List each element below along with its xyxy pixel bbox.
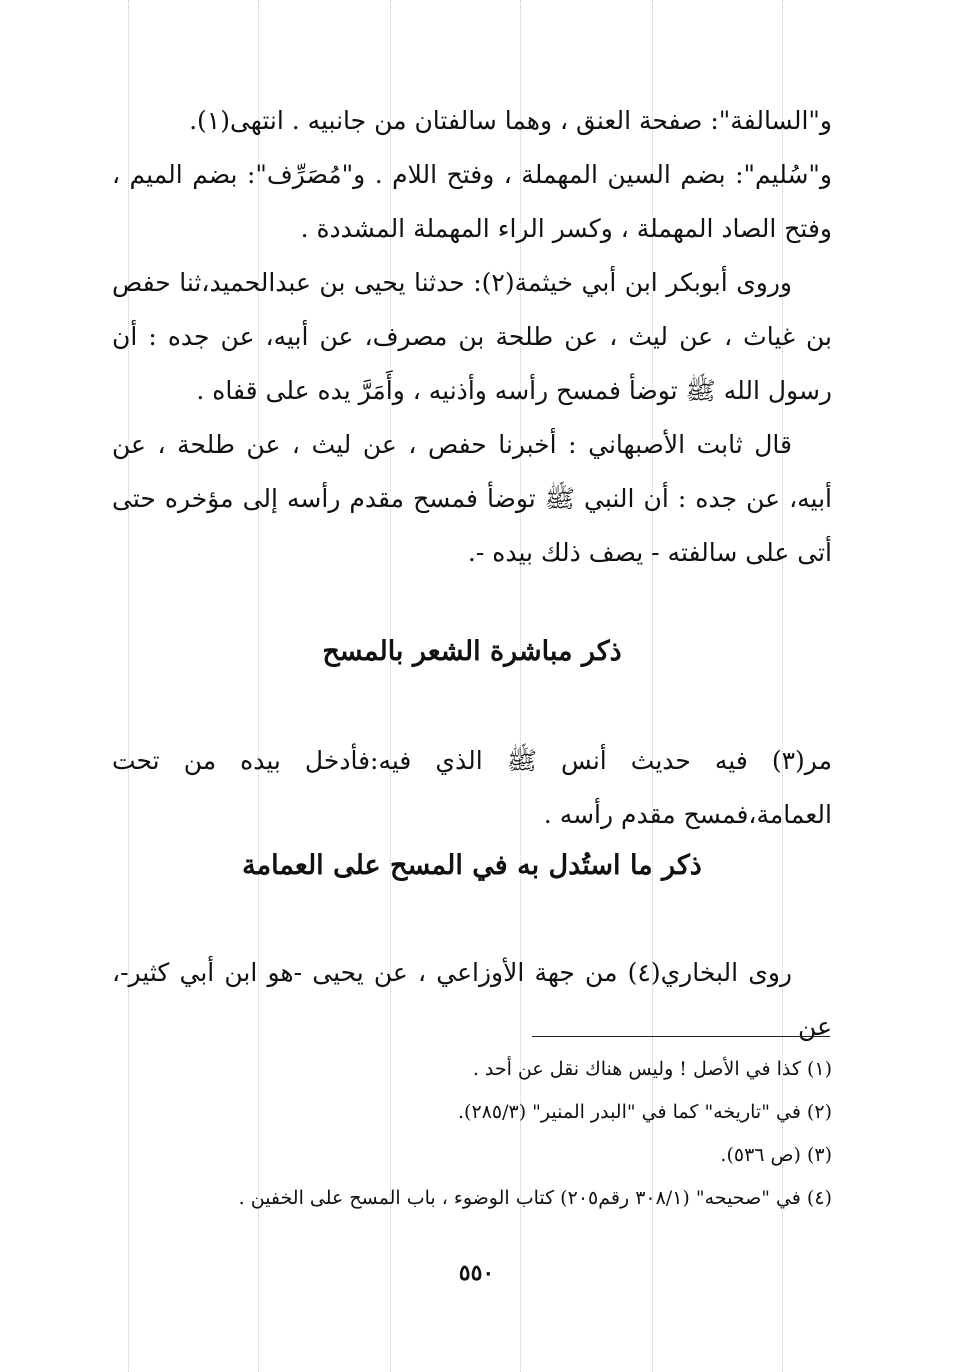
paragraph-2: و"سُليم": بضم السين المهملة ، وفتح اللام . و"مُصَرِّف": بضم الميم ، وفتح الصاد المهملة ، وكسر الراء المهملة المشددة . (112, 160, 832, 243)
page-number: ٥٥٠ (458, 1260, 495, 1286)
section-heading-1: ذكر مباشرة الشعر بالمسح (322, 636, 622, 667)
footnote-4: (٤) في "صحيحه" (٣٠٨/١ رقم٢٠٥) كتاب الوضوء ، باب المسح على الخفين . (238, 1187, 832, 1209)
paragraph-6: روى البخاري(٤) من جهة الأوزاعي ، عن يحيى -هو ابن أبي كثير-، عن (112, 958, 832, 1041)
body-text-bottom (112, 946, 832, 1054)
footnote-2: (٢) في "تاريخه" كما في "البدر المنير" (٢٨٥/٣). (458, 1101, 832, 1123)
paragraph-3: وروى أبوبكر ابن أبي خيثمة(٢): حدثنا يحيى بن عبدالحميد،ثنا حفص بن غياث ، عن ليث ، عن طلحة بن مصرف، عن أبيه، عن جده : أن رسول الله ﷺ توضأ فمسح رأسه وأذنيه ، وأَمَرَّ يده على قفاه . (112, 268, 832, 405)
paragraph-1: و"السالفة": صفحة العنق ، وهما سالفتان من جانبيه . انتهى(١). (189, 106, 832, 135)
footnote-1: (١) كذا في الأصل ! وليس هناك نقل عن أحد . (472, 1058, 832, 1080)
body-text-top (112, 94, 832, 580)
footnote-3: (٣) (ص ٥٣٦). (720, 1144, 832, 1166)
footnotes (112, 1048, 832, 1220)
footnote-separator (532, 1036, 830, 1037)
body-text-middle (112, 734, 832, 842)
paragraph-4: قال ثابت الأصبهاني : أخبرنا حفص ، عن ليث ، عن طلحة ، عن أبيه، عن جده : أن النبي ﷺ توضأ فمسح مقدم رأسه إلى مؤخره حتى أتى على سالفته - يصف ذلك بيده -. (112, 430, 832, 567)
section-heading-2: ذكر ما استُدل به في المسح على العمامة (242, 850, 702, 881)
paragraph-5: مر(٣) فيه حديث أنس ﷺ الذي فيه:فأدخل بيده من تحت العمامة،فمسح مقدم رأسه . (112, 746, 832, 829)
